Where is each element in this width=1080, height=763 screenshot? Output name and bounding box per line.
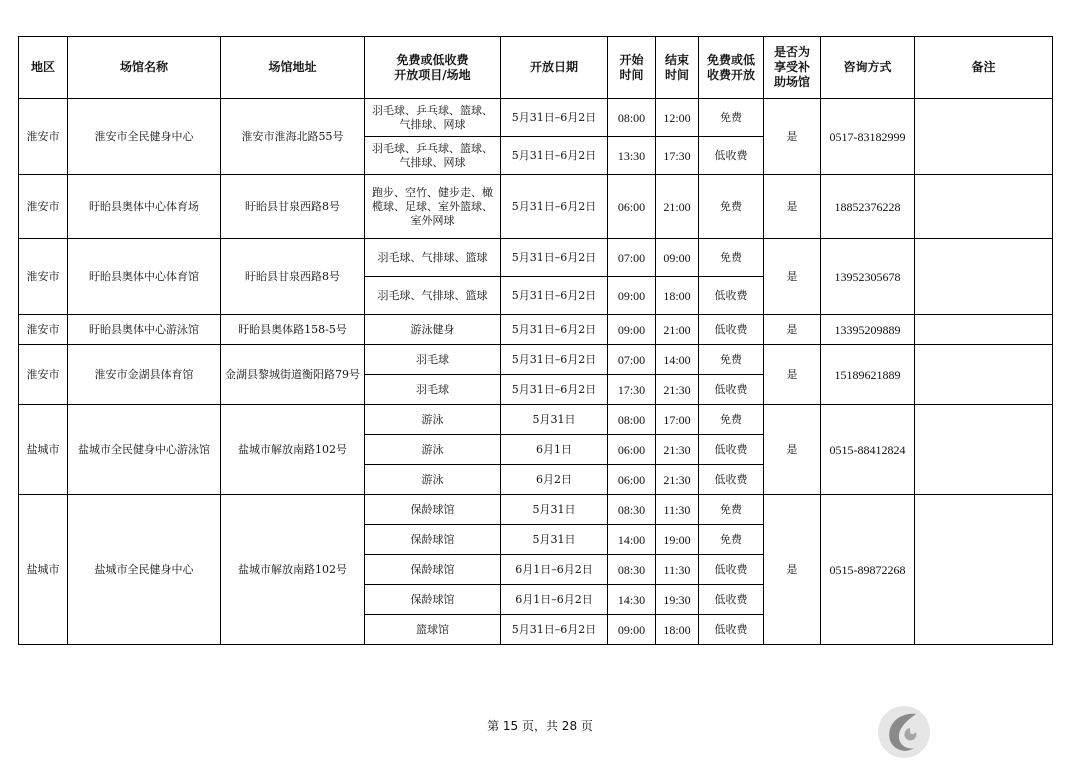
- fee-cell: 低收费: [699, 435, 764, 465]
- subsidy-cell: 是: [764, 99, 821, 175]
- items-cell: 保龄球馆: [365, 585, 501, 615]
- start-time-cell: 08:30: [608, 555, 656, 585]
- dates-cell: 5月31日–6月2日: [501, 615, 608, 645]
- header-dates: 开放日期: [501, 37, 608, 99]
- venue-address-cell: 盐城市解放南路102号: [221, 495, 365, 645]
- items-cell: 羽毛球、乒乓球、篮球、气排球、网球: [365, 137, 501, 175]
- dates-cell: 5月31日–6月2日: [501, 137, 608, 175]
- subsidy-cell: 是: [764, 345, 821, 405]
- fee-cell: 低收费: [699, 277, 764, 315]
- region-cell: 盐城市: [19, 405, 68, 495]
- start-time-cell: 13:30: [608, 137, 656, 175]
- start-time-cell: 06:00: [608, 175, 656, 239]
- contact-cell: 18852376228: [821, 175, 915, 239]
- start-time-cell: 09:00: [608, 277, 656, 315]
- items-cell: 羽毛球、气排球、篮球: [365, 277, 501, 315]
- end-time-cell: 19:00: [656, 525, 699, 555]
- venue-name-cell: 淮安市全民健身中心: [68, 99, 221, 175]
- start-time-cell: 09:00: [608, 315, 656, 345]
- dates-cell: 5月31日–6月2日: [501, 99, 608, 137]
- dates-cell: 5月31日–6月2日: [501, 375, 608, 405]
- venue-address-cell: 盐城市解放南路102号: [221, 405, 365, 495]
- items-cell: 篮球馆: [365, 615, 501, 645]
- dates-cell: 5月31日: [501, 495, 608, 525]
- end-time-cell: 21:00: [656, 315, 699, 345]
- header-contact: 咨询方式: [821, 37, 915, 99]
- start-time-cell: 14:00: [608, 525, 656, 555]
- notes-cell: [915, 99, 1053, 175]
- table-row: [19, 239, 1053, 277]
- end-time-cell: 17:00: [656, 405, 699, 435]
- header-subsidy: 是否为 享受补 助场馆: [764, 37, 821, 99]
- items-cell: 保龄球馆: [365, 495, 501, 525]
- fee-cell: 低收费: [699, 555, 764, 585]
- fee-cell: 免费: [699, 345, 764, 375]
- start-time-cell: 08:00: [608, 99, 656, 137]
- venue-name-cell: 盐城市全民健身中心游泳馆: [68, 405, 221, 495]
- header-address: 场馆地址: [221, 37, 365, 99]
- dates-cell: 5月31日–6月2日: [501, 239, 608, 277]
- venue-address-cell: 盱眙县奥体路158-5号: [221, 315, 365, 345]
- notes-cell: [915, 495, 1053, 645]
- subsidy-cell: 是: [764, 239, 821, 315]
- end-time-cell: 17:30: [656, 137, 699, 175]
- fee-cell: 低收费: [699, 137, 764, 175]
- region-cell: 淮安市: [19, 315, 68, 345]
- items-cell: 跑步、空竹、健步走、橄榄球、足球、室外篮球、室外网球: [365, 175, 501, 239]
- subsidy-cell: 是: [764, 175, 821, 239]
- contact-cell: 15189621889: [821, 345, 915, 405]
- fee-cell: 低收费: [699, 585, 764, 615]
- header-end: 结束 时间: [656, 37, 699, 99]
- venue-name-cell: 盱眙县奥体中心体育馆: [68, 239, 221, 315]
- dates-cell: 6月2日: [501, 465, 608, 495]
- fee-cell: 低收费: [699, 465, 764, 495]
- venue-name-cell: 盱眙县奥体中心体育场: [68, 175, 221, 239]
- items-cell: 游泳: [365, 405, 501, 435]
- start-time-cell: 07:00: [608, 239, 656, 277]
- dates-cell: 5月31日: [501, 405, 608, 435]
- notes-cell: [915, 239, 1053, 315]
- start-time-cell: 07:00: [608, 345, 656, 375]
- items-cell: 保龄球馆: [365, 555, 501, 585]
- header-items: 免费或低收费 开放项目/场地: [365, 37, 501, 99]
- notes-cell: [915, 345, 1053, 405]
- dates-cell: 5月31日: [501, 525, 608, 555]
- end-time-cell: 21:00: [656, 175, 699, 239]
- items-cell: 保龄球馆: [365, 525, 501, 555]
- table-row: [19, 495, 1053, 525]
- dates-cell: 6月1日: [501, 435, 608, 465]
- contact-cell: 0515-89872268: [821, 495, 915, 645]
- venue-name-cell: 淮安市金湖县体育馆: [68, 345, 221, 405]
- contact-cell: 13395209889: [821, 315, 915, 345]
- table-row: [19, 345, 1053, 375]
- notes-cell: [915, 175, 1053, 239]
- start-time-cell: 06:00: [608, 435, 656, 465]
- contact-cell: 0515-88412824: [821, 405, 915, 495]
- start-time-cell: 14:30: [608, 585, 656, 615]
- end-time-cell: 19:30: [656, 585, 699, 615]
- items-cell: 羽毛球: [365, 345, 501, 375]
- page-number-footer: 第 15 页，共 28 页: [487, 719, 593, 733]
- items-cell: 羽毛球、气排球、篮球: [365, 239, 501, 277]
- dates-cell: 5月31日–6月2日: [501, 345, 608, 375]
- venue-name-cell: 盱眙县奥体中心游泳馆: [68, 315, 221, 345]
- dates-cell: 5月31日–6月2日: [501, 175, 608, 239]
- table-row: [19, 405, 1053, 435]
- header-start: 开始 时间: [608, 37, 656, 99]
- table-header-row: [19, 37, 1053, 99]
- venue-address-cell: 盱眙县甘泉西路8号: [221, 175, 365, 239]
- notes-cell: [915, 405, 1053, 495]
- region-cell: 淮安市: [19, 175, 68, 239]
- subsidy-cell: 是: [764, 405, 821, 495]
- header-notes: 备注: [915, 37, 1053, 99]
- end-time-cell: 11:30: [656, 555, 699, 585]
- fee-cell: 免费: [699, 495, 764, 525]
- dates-cell: 5月31日–6月2日: [501, 315, 608, 345]
- items-cell: 游泳健身: [365, 315, 501, 345]
- region-cell: 淮安市: [19, 99, 68, 175]
- venue-address-cell: 盱眙县甘泉西路8号: [221, 239, 365, 315]
- dates-cell: 6月1日–6月2日: [501, 555, 608, 585]
- fee-cell: 免费: [699, 239, 764, 277]
- publisher-logo-icon: [876, 704, 932, 760]
- table-row: [19, 99, 1053, 137]
- venue-address-cell: 金湖县黎城街道衡阳路79号: [221, 345, 365, 405]
- subsidy-cell: 是: [764, 495, 821, 645]
- end-time-cell: 18:00: [656, 277, 699, 315]
- dates-cell: 6月1日–6月2日: [501, 585, 608, 615]
- region-cell: 淮安市: [19, 345, 68, 405]
- region-cell: 盐城市: [19, 495, 68, 645]
- dates-cell: 5月31日–6月2日: [501, 277, 608, 315]
- end-time-cell: 21:30: [656, 375, 699, 405]
- contact-cell: 13952305678: [821, 239, 915, 315]
- header-region: 地区: [19, 37, 68, 99]
- fee-cell: 低收费: [699, 375, 764, 405]
- notes-cell: [915, 315, 1053, 345]
- end-time-cell: 11:30: [656, 495, 699, 525]
- fee-cell: 免费: [699, 99, 764, 137]
- items-cell: 羽毛球: [365, 375, 501, 405]
- end-time-cell: 21:30: [656, 435, 699, 465]
- table-row: [19, 175, 1053, 239]
- venue-address-cell: 淮安市淮海北路55号: [221, 99, 365, 175]
- contact-cell: 0517-83182999: [821, 99, 915, 175]
- start-time-cell: 08:30: [608, 495, 656, 525]
- fee-cell: 免费: [699, 525, 764, 555]
- items-cell: 游泳: [365, 435, 501, 465]
- header-venue: 场馆名称: [68, 37, 221, 99]
- start-time-cell: 09:00: [608, 615, 656, 645]
- end-time-cell: 09:00: [656, 239, 699, 277]
- start-time-cell: 08:00: [608, 405, 656, 435]
- end-time-cell: 18:00: [656, 615, 699, 645]
- start-time-cell: 17:30: [608, 375, 656, 405]
- fee-cell: 低收费: [699, 615, 764, 645]
- fee-cell: 低收费: [699, 315, 764, 345]
- region-cell: 淮安市: [19, 239, 68, 315]
- start-time-cell: 06:00: [608, 465, 656, 495]
- items-cell: 游泳: [365, 465, 501, 495]
- fee-cell: 免费: [699, 405, 764, 435]
- venue-name-cell: 盐城市全民健身中心: [68, 495, 221, 645]
- end-time-cell: 14:00: [656, 345, 699, 375]
- end-time-cell: 12:00: [656, 99, 699, 137]
- fee-cell: 免费: [699, 175, 764, 239]
- subsidy-cell: 是: [764, 315, 821, 345]
- table-row: [19, 315, 1053, 345]
- items-cell: 羽毛球、乒乓球、篮球、气排球、网球: [365, 99, 501, 137]
- table-body: [19, 99, 1053, 645]
- end-time-cell: 21:30: [656, 465, 699, 495]
- header-fee: 免费或低 收费开放: [699, 37, 764, 99]
- venue-schedule-table: [18, 36, 1053, 645]
